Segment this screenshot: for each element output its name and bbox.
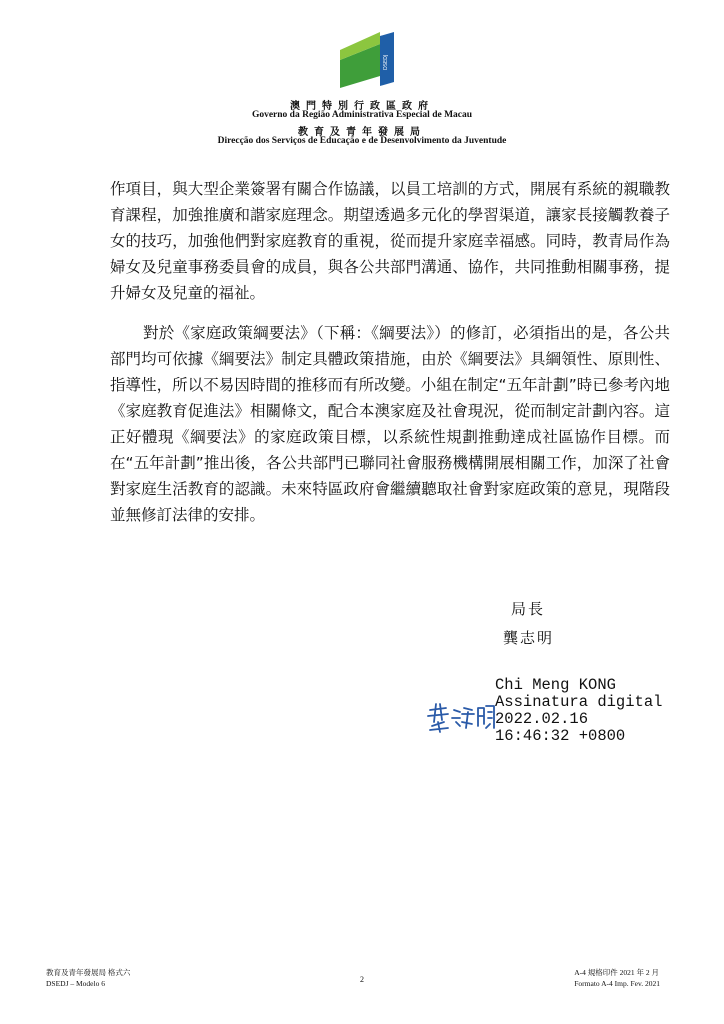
body-paragraph-2: 對於《家庭政策綱要法》（下稱：《綱要法》）的修訂，必須指出的是，各公共部門均可依據《綱要法》制定具體政策措施，由於《綱要法》具綱領性、原則性、指導性，所以不易因時間的推移而有所改變。小組在制定“五年計劃”時已參考內地《家庭教育促進法》相關條文，配合本澳家庭及社會現況，從而制定計劃內容。這正好體現《綱要法》的家庭政策目標，以系統性規劃推動達成社區協作目標。而在“五年計劃”推出後，各公共部門已聯同社會服務機構開展相關工作，加深了社會對家庭生活教育的認識。未來特區政府會繼續聽取社會對家庭政策的意見，現階段並無修訂法律的安排。: [110, 324, 670, 524]
digital-signature-block: [495, 677, 662, 745]
letter-body: [110, 176, 670, 542]
digital-signature-time: 16:46:32 +0800: [495, 727, 626, 745]
svg-text:DSEDJ: DSEDJ: [383, 54, 389, 70]
government-name-portuguese: Governo da Região Administrativa Especial de Macau: [251, 110, 473, 120]
signer-name: 龔志明: [503, 629, 555, 647]
page-number: 2: [360, 975, 364, 984]
handwritten-signature: [424, 700, 498, 734]
digital-signer-name: Chi Meng KONG: [495, 676, 616, 694]
footer-print-format-portuguese: Formato A-4 Imp. Fev. 2021: [574, 979, 660, 988]
government-name-chinese: 澳門特別行政區政府: [290, 101, 434, 112]
department-name-chinese: 教育及青年發展局: [298, 127, 426, 138]
footer-form-id-chinese: 教育及青年發展局 格式六: [46, 968, 131, 977]
department-name-portuguese: Direcção dos Serviços de Educação e de Desenvolvimento da Juventude: [217, 136, 507, 146]
body-paragraph-1: 作項目，與大型企業簽署有關合作協議，以員工培訓的方式，開展有系統的親職教育課程，加強推廣和諧家庭理念。期望透過多元化的學習渠道，讓家長接觸教養子女的技巧，加強他們對家庭教育的重視，從而提升家庭幸福感。同時，教青局作為婦女及兒童事務委員會的成員，與各公共部門溝通、協作，共同推動相關事務，提升婦女及兒童的福祉。: [110, 180, 670, 302]
footer-print-format: [574, 967, 660, 989]
footer-print-format-chinese: A-4 規格印件 2021 年 2 月: [574, 968, 660, 977]
footer-form-id-portuguese: DSEDJ – Modelo 6: [46, 979, 105, 988]
digital-signature-date: 2022.02.16: [495, 710, 589, 728]
digital-signature-label: Assinatura digital: [495, 693, 663, 711]
signer-title: 局長: [511, 600, 546, 618]
dsedj-logo: [336, 30, 398, 92]
